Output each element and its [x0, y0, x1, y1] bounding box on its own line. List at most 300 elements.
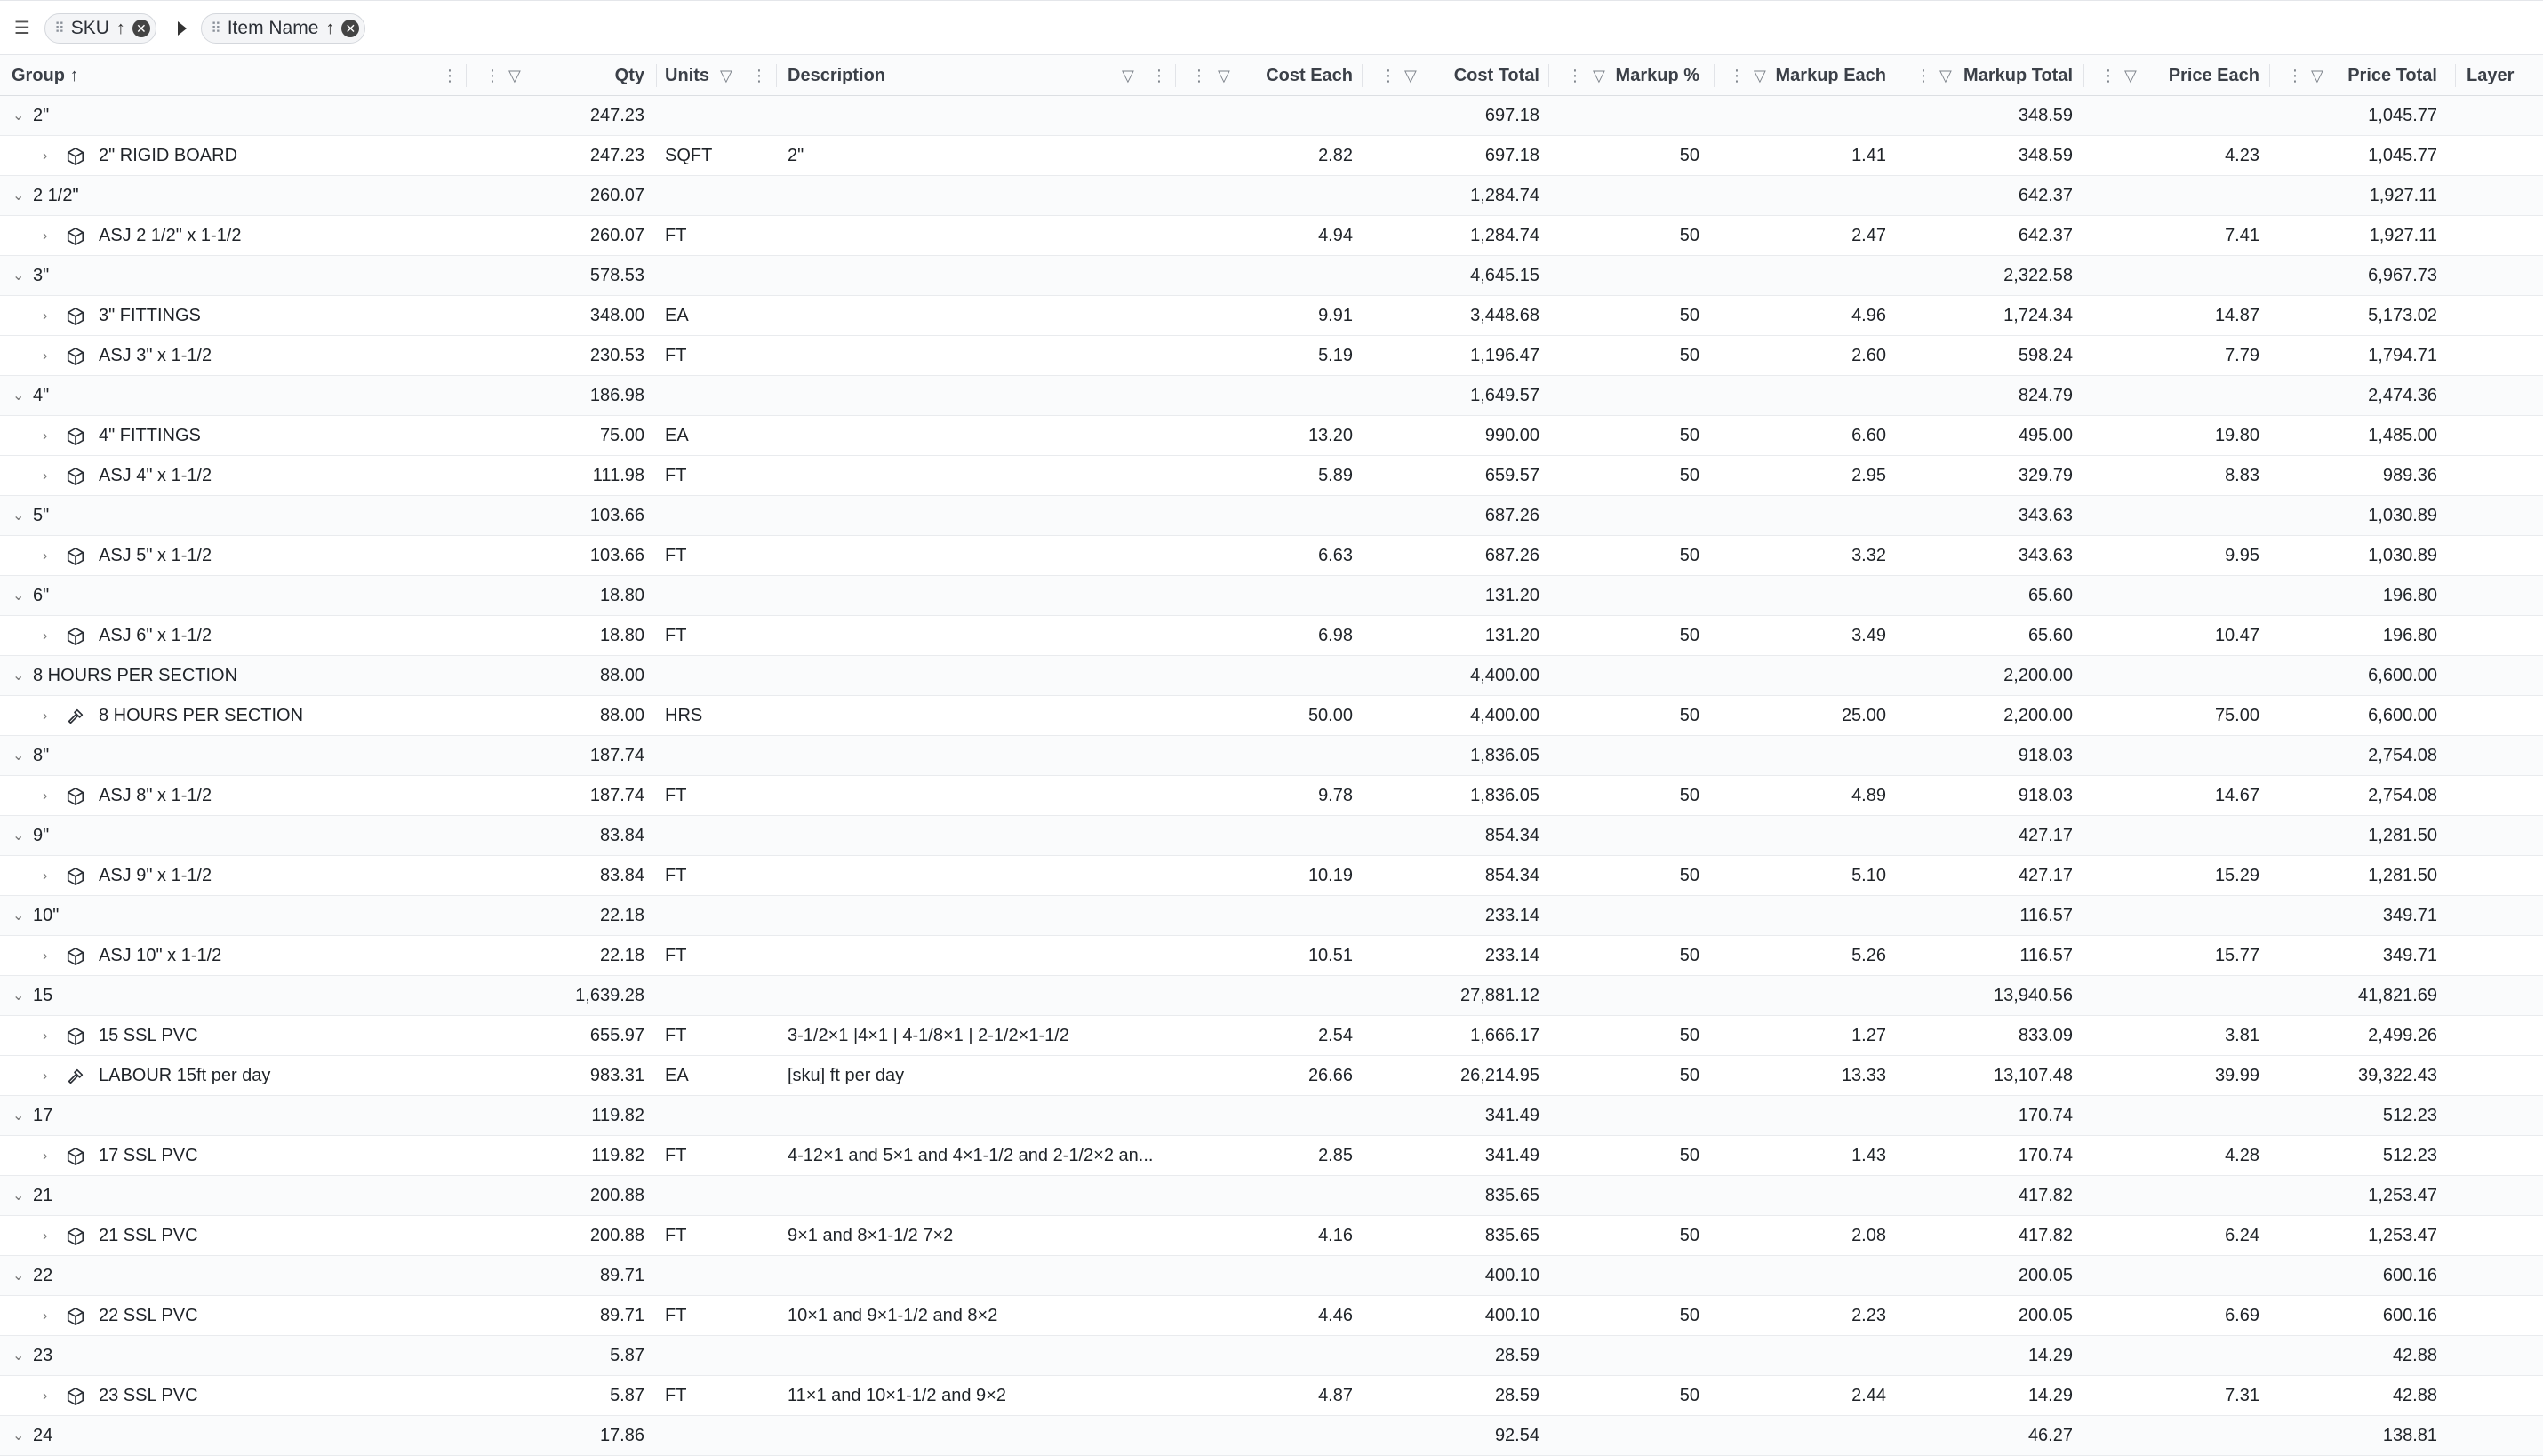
cell-price-each: 7.31 [2225, 1386, 2259, 1405]
cell-cost-each: 2.54 [1318, 1026, 1353, 1045]
cell-description: 4-12×1 and 5×1 and 4×1-1/2 and 2-1/2×2 an... [788, 1146, 1154, 1165]
column-menu-icon[interactable]: ⋮ [1151, 67, 1167, 84]
cell-cost-total: 400.10 [1484, 1306, 1539, 1325]
col-header-markup-each[interactable]: Markup Each [1775, 66, 1886, 85]
cell-qty: 83.84 [599, 866, 644, 885]
chevron-down-icon[interactable]: ⌄ [12, 988, 25, 1004]
chevron-down-icon[interactable]: ⌄ [12, 668, 25, 684]
chevron-right-icon[interactable]: › [43, 628, 48, 644]
group-chip-item-name[interactable] [201, 13, 365, 44]
item-name: ASJ 4" x 1-1/2 [99, 466, 212, 485]
group-name: 6" [33, 586, 50, 605]
cell-price-total: 1,485.00 [2368, 426, 2437, 445]
item-row[interactable] [0, 1056, 2543, 1096]
filter-icon[interactable]: ▽ [508, 67, 521, 84]
cell-markup-total: 343.63 [2018, 546, 2073, 565]
box-icon [66, 1147, 85, 1166]
item-row[interactable] [0, 136, 2543, 176]
chevron-right-icon[interactable]: › [43, 428, 48, 444]
column-menu-icon[interactable]: ⋮ [1567, 67, 1583, 84]
group-name: 5" [33, 506, 50, 525]
item-row[interactable] [0, 296, 2543, 336]
cell-description [788, 216, 1170, 256]
cell-markup-pct: 50 [1679, 1386, 1699, 1405]
item-name: LABOUR 15ft per day [99, 1066, 271, 1085]
group-name: 9" [33, 826, 50, 845]
cell-qty: 22.18 [599, 946, 644, 965]
group-name: 8 HOURS PER SECTION [33, 666, 238, 685]
grouping-toolbar [0, 0, 2543, 55]
cell-cost-total: 1,196.47 [1470, 346, 1539, 365]
cell-markup-pct: 50 [1679, 306, 1699, 325]
chevron-right-icon[interactable]: › [43, 1068, 48, 1084]
item-name: 15 SSL PVC [99, 1026, 198, 1045]
cell-cost-total: 835.65 [1484, 1226, 1539, 1245]
chevron-right-icon[interactable]: › [43, 1228, 48, 1244]
cell-cost-total: 659.57 [1484, 466, 1539, 485]
group-row[interactable] [0, 816, 2543, 856]
group-name: 21 [33, 1186, 53, 1205]
remove-chip-icon[interactable]: ✕ [341, 20, 359, 37]
chevron-down-icon[interactable]: ⌄ [12, 1188, 25, 1204]
cell-cost-each: 4.16 [1318, 1226, 1353, 1245]
cell-cost-total: 4,400.00 [1470, 706, 1539, 725]
cell-price-total: 1,927.11 [2369, 226, 2437, 245]
sort-asc-icon[interactable]: ↑ [69, 66, 79, 85]
group-row[interactable] [0, 896, 2543, 936]
cell-qty: 247.23 [589, 106, 644, 125]
group-row[interactable] [0, 1096, 2543, 1136]
item-row[interactable] [0, 416, 2543, 456]
cell-qty: 348.00 [589, 306, 644, 325]
cell-cost-total: 835.65 [1484, 1186, 1539, 1205]
cell-cost-each: 6.63 [1318, 546, 1353, 565]
chevron-right-icon[interactable]: › [43, 1308, 48, 1324]
cell-markup-pct: 50 [1679, 466, 1699, 485]
cell-cost-total: 26,214.95 [1460, 1066, 1539, 1085]
cell-cost-total: 400.10 [1484, 1266, 1539, 1285]
cell-price-each: 8.83 [2225, 466, 2259, 485]
cell-units: SQFT [665, 146, 713, 165]
cell-cost-each: 26.66 [1307, 1066, 1353, 1085]
box-icon [66, 1027, 85, 1046]
cell-qty: 5.87 [610, 1346, 644, 1365]
cell-price-total: 989.36 [2382, 466, 2437, 485]
col-header-qty[interactable]: Qty [614, 66, 644, 85]
column-menu-icon[interactable]: ⋮ [2287, 67, 2303, 84]
cell-markup-each: 1.41 [1851, 146, 1886, 165]
group-name: 2" [33, 106, 50, 125]
col-header-price-total[interactable]: Price Total [2347, 66, 2437, 85]
column-divider[interactable] [1175, 64, 1176, 87]
group-name: 10" [33, 906, 60, 925]
cell-units: EA [665, 426, 689, 445]
col-header-cost-total[interactable]: Cost Total [1453, 66, 1539, 85]
cell-qty: 578.53 [589, 266, 644, 285]
item-row[interactable] [0, 1296, 2543, 1336]
cell-markup-each: 3.32 [1851, 546, 1886, 565]
cell-price-total: 39,322.43 [2358, 1066, 2437, 1085]
column-menu-icon[interactable]: ⋮ [484, 67, 500, 84]
cell-qty: 5.87 [610, 1386, 644, 1405]
cell-cost-each: 4.46 [1318, 1306, 1353, 1325]
col-header-group[interactable]: Group ↑ [12, 66, 79, 85]
cell-markup-total: 348.59 [2018, 106, 2073, 125]
col-header-price-each[interactable]: Price Each [2168, 66, 2259, 85]
column-divider[interactable] [2083, 64, 2084, 87]
group-row[interactable] [0, 176, 2543, 216]
item-row[interactable] [0, 1016, 2543, 1056]
item-row[interactable] [0, 536, 2543, 576]
item-name: 23 SSL PVC [99, 1386, 198, 1405]
cell-cost-each: 50.00 [1307, 706, 1353, 725]
cell-markup-each: 1.43 [1851, 1146, 1886, 1165]
cell-markup-each: 2.08 [1851, 1226, 1886, 1245]
cell-price-total: 196.80 [2382, 586, 2437, 605]
cell-cost-total: 687.26 [1484, 546, 1539, 565]
cell-units: FT [665, 786, 687, 805]
cell-markup-pct: 50 [1679, 426, 1699, 445]
item-name: ASJ 9" x 1-1/2 [99, 866, 212, 885]
cell-price-total: 349.71 [2382, 946, 2437, 965]
item-row[interactable] [0, 1376, 2543, 1416]
column-menu-icon[interactable]: ⋮ [1380, 67, 1396, 84]
grip-icon: ⠿ [54, 21, 64, 36]
chevron-right-icon[interactable]: › [43, 228, 48, 244]
group-name: 3" [33, 266, 50, 285]
cell-markup-total: 2,200.00 [2003, 706, 2073, 725]
cell-markup-pct: 50 [1679, 1306, 1699, 1325]
cell-price-total: 1,030.89 [2368, 506, 2437, 525]
column-menu-icon[interactable]: ⋮ [1915, 67, 1931, 84]
cell-cost-total: 341.49 [1484, 1106, 1539, 1125]
cell-markup-total: 417.82 [2018, 1186, 2073, 1205]
col-header-description[interactable]: Description [788, 66, 886, 85]
chevron-down-icon[interactable]: ⌄ [12, 1428, 25, 1444]
column-divider[interactable] [656, 64, 657, 87]
group-name: 22 [33, 1266, 53, 1285]
column-menu-icon[interactable]: ⋮ [442, 67, 458, 84]
cell-qty: 89.71 [599, 1266, 644, 1285]
cell-markup-total: 348.59 [2018, 146, 2073, 165]
group-row[interactable] [0, 1336, 2543, 1376]
cell-qty: 983.31 [589, 1066, 644, 1085]
cell-price-each: 15.77 [2214, 946, 2259, 965]
group-name: 23 [33, 1346, 53, 1365]
cell-qty: 119.82 [591, 1146, 644, 1165]
cell-cost-total: 697.18 [1484, 146, 1539, 165]
cell-qty: 187.74 [589, 786, 644, 805]
item-name: 4" FITTINGS [99, 426, 201, 445]
cell-description [788, 856, 1170, 896]
cell-price-total: 2,754.08 [2368, 786, 2437, 805]
cell-cost-total: 341.49 [1484, 1146, 1539, 1165]
filter-icon[interactable]: ▽ [2124, 67, 2137, 84]
item-row[interactable] [0, 336, 2543, 376]
cell-price-total: 6,600.00 [2368, 706, 2437, 725]
item-row[interactable] [0, 456, 2543, 496]
group-row[interactable] [0, 1176, 2543, 1216]
cell-markup-total: 427.17 [2018, 826, 2073, 845]
chevron-down-icon[interactable]: ⌄ [12, 268, 25, 284]
filter-icon[interactable]: ▽ [1939, 67, 1952, 84]
column-divider[interactable] [776, 64, 777, 87]
group-name: 8" [33, 746, 50, 765]
cell-markup-total: 2,200.00 [2003, 666, 2073, 685]
item-row[interactable] [0, 776, 2543, 816]
cell-markup-total: 14.29 [2027, 1386, 2073, 1405]
cell-qty: 103.66 [589, 546, 644, 565]
group-row[interactable] [0, 736, 2543, 776]
cell-price-total: 1,927.11 [2369, 186, 2437, 205]
item-name: ASJ 10" x 1-1/2 [99, 946, 222, 965]
cell-price-total: 42.88 [2392, 1346, 2437, 1365]
chevron-down-icon[interactable]: ⌄ [12, 508, 25, 524]
item-row[interactable] [0, 936, 2543, 976]
cell-markup-each: 2.60 [1851, 346, 1886, 365]
group-row[interactable] [0, 1416, 2543, 1456]
cell-markup-total: 343.63 [2018, 506, 2073, 525]
cell-markup-total: 65.60 [2027, 626, 2073, 645]
cell-price-total: 5,173.02 [2368, 306, 2437, 325]
cell-qty: 111.98 [592, 466, 644, 485]
cell-cost-total: 1,836.05 [1470, 746, 1539, 765]
cell-description [788, 776, 1170, 816]
cell-qty: 83.84 [599, 826, 644, 845]
cell-markup-each: 2.23 [1851, 1306, 1886, 1325]
sort-asc-icon[interactable]: ↑ [325, 18, 335, 38]
filter-icon[interactable]: ▽ [1754, 67, 1766, 84]
cell-units: EA [665, 306, 689, 325]
cell-markup-pct: 50 [1679, 626, 1699, 645]
cell-price-each: 14.67 [2214, 786, 2259, 805]
cell-markup-total: 1,724.34 [2003, 306, 2073, 325]
group-row[interactable] [0, 256, 2543, 296]
group-row[interactable] [0, 1256, 2543, 1296]
group-row[interactable] [0, 576, 2543, 616]
cell-price-total: 2,499.26 [2368, 1026, 2437, 1045]
cell-price-total: 1,794.71 [2368, 346, 2437, 365]
chevron-right-icon[interactable]: › [43, 868, 48, 884]
cell-markup-total: 824.79 [2018, 386, 2073, 405]
filter-icon[interactable]: ▽ [1218, 67, 1230, 84]
hammer-icon [66, 707, 85, 726]
cell-cost-total: 233.14 [1484, 906, 1539, 925]
cell-cost-total: 4,645.15 [1470, 266, 1539, 285]
chevron-down-icon[interactable]: ⌄ [12, 388, 25, 404]
cell-cost-total: 1,836.05 [1470, 786, 1539, 805]
group-row[interactable] [0, 376, 2543, 416]
col-header-layer[interactable]: Layer [2467, 66, 2515, 85]
column-divider[interactable] [2269, 64, 2270, 87]
cell-description [788, 616, 1170, 656]
group-row[interactable] [0, 496, 2543, 536]
cell-cost-total: 990.00 [1484, 426, 1539, 445]
column-menu-icon[interactable]: ⋮ [1729, 67, 1745, 84]
chevron-down-icon[interactable]: ⌄ [12, 908, 25, 924]
chevron-right-icon [178, 21, 187, 36]
cell-markup-total: 918.03 [2018, 786, 2073, 805]
chevron-right-icon[interactable]: › [43, 1028, 48, 1044]
cell-price-each: 4.23 [2225, 146, 2259, 165]
cell-units: FT [665, 626, 687, 645]
cell-markup-total: 427.17 [2018, 866, 2073, 885]
cell-price-each: 7.41 [2225, 226, 2259, 245]
cell-markup-total: 642.37 [2018, 226, 2073, 245]
chevron-right-icon[interactable]: › [43, 1388, 48, 1404]
item-row[interactable] [0, 856, 2543, 896]
cell-markup-pct: 50 [1679, 226, 1699, 245]
cell-price-each: 9.95 [2225, 546, 2259, 565]
column-divider[interactable] [1362, 64, 1363, 87]
cell-cost-each: 9.78 [1318, 786, 1353, 805]
cell-price-total: 42.88 [2392, 1386, 2437, 1405]
item-row[interactable] [0, 696, 2543, 736]
group-name: 24 [33, 1426, 53, 1445]
chip-label: Item Name [227, 18, 319, 38]
cell-cost-total: 233.14 [1484, 946, 1539, 965]
cell-markup-each: 3.49 [1851, 626, 1886, 645]
filter-icon[interactable]: ▽ [1404, 67, 1417, 84]
cell-cost-total: 4,400.00 [1470, 666, 1539, 685]
filter-icon[interactable]: ▽ [2311, 67, 2323, 84]
cell-markup-each: 4.96 [1851, 306, 1886, 325]
cell-price-each: 7.79 [2225, 346, 2259, 365]
chevron-down-icon[interactable]: ⌄ [12, 828, 25, 844]
item-row[interactable] [0, 1136, 2543, 1176]
cell-qty: 119.82 [591, 1106, 644, 1125]
chevron-down-icon[interactable]: ⌄ [12, 108, 25, 124]
cell-qty: 75.00 [599, 426, 644, 445]
cell-markup-total: 642.37 [2018, 186, 2073, 205]
item-name: ASJ 6" x 1-1/2 [99, 626, 212, 645]
chevron-right-icon[interactable]: › [43, 788, 48, 804]
cell-qty: 655.97 [589, 1026, 644, 1045]
group-row[interactable] [0, 656, 2543, 696]
group-row[interactable] [0, 976, 2543, 1016]
item-row[interactable] [0, 216, 2543, 256]
item-name: ASJ 8" x 1-1/2 [99, 786, 212, 805]
cell-markup-total: 170.74 [2018, 1106, 2073, 1125]
cell-description [788, 536, 1170, 576]
chevron-down-icon[interactable]: ⌄ [12, 588, 25, 604]
cell-description [788, 456, 1170, 496]
cell-price-total: 1,030.89 [2368, 546, 2437, 565]
col-header-cost-each[interactable]: Cost Each [1266, 66, 1353, 85]
filter-icon[interactable]: ▽ [1122, 67, 1134, 84]
cell-markup-pct: 50 [1679, 1066, 1699, 1085]
column-divider[interactable] [1548, 64, 1549, 87]
column-divider[interactable] [1714, 64, 1715, 87]
cell-cost-each: 9.91 [1318, 306, 1353, 325]
cell-description: 10×1 and 9×1-1/2 and 8×2 [788, 1306, 998, 1325]
cell-units: FT [665, 226, 687, 245]
cell-cost-total: 854.34 [1484, 866, 1539, 885]
chevron-right-icon[interactable]: › [43, 948, 48, 964]
cell-units: HRS [665, 706, 703, 725]
cell-markup-each: 1.27 [1851, 1026, 1886, 1045]
box-icon [66, 547, 85, 566]
chevron-right-icon[interactable]: › [43, 308, 48, 324]
cell-cost-each: 10.51 [1307, 946, 1353, 965]
chevron-right-icon[interactable]: › [43, 348, 48, 364]
chevron-right-icon[interactable]: › [43, 1148, 48, 1164]
cell-markup-total: 200.05 [2018, 1266, 2073, 1285]
cell-markup-total: 170.74 [2018, 1146, 2073, 1165]
filter-icon[interactable]: ▽ [720, 67, 732, 84]
cell-price-total: 6,967.73 [2368, 266, 2437, 285]
col-header-markup-total[interactable]: Markup Total [1963, 66, 2073, 85]
chevron-right-icon[interactable]: › [43, 548, 48, 564]
cell-price-total: 1,281.50 [2368, 826, 2437, 845]
cell-qty: 200.88 [589, 1186, 644, 1205]
cell-markup-pct: 50 [1679, 706, 1699, 725]
cell-markup-total: 417.82 [2018, 1226, 2073, 1245]
item-name: ASJ 2 1/2" x 1-1/2 [99, 226, 242, 245]
col-header-markup-pct[interactable]: Markup % [1615, 66, 1699, 85]
box-icon [66, 867, 85, 886]
item-row[interactable] [0, 1216, 2543, 1256]
chevron-down-icon[interactable]: ⌄ [12, 188, 25, 204]
cell-description: 9×1 and 8×1-1/2 7×2 [788, 1226, 954, 1245]
chevron-right-icon[interactable]: › [43, 148, 48, 164]
col-header-units[interactable]: Units [665, 66, 709, 85]
chevron-down-icon[interactable]: ⌄ [12, 748, 25, 764]
group-name: 2 1/2" [33, 186, 79, 205]
remove-chip-icon[interactable]: ✕ [132, 20, 150, 37]
cell-markup-pct: 50 [1679, 1026, 1699, 1045]
box-icon [66, 147, 85, 166]
cell-qty: 18.80 [599, 626, 644, 645]
chevron-right-icon[interactable]: › [43, 468, 48, 484]
cell-cost-each: 13.20 [1307, 426, 1353, 445]
cell-price-each: 14.87 [2214, 306, 2259, 325]
cell-qty: 1,639.28 [575, 986, 644, 1005]
cell-units: FT [665, 1226, 687, 1245]
item-row[interactable] [0, 616, 2543, 656]
cell-qty: 247.23 [589, 146, 644, 165]
cell-description [788, 936, 1170, 976]
cell-markup-pct: 50 [1679, 946, 1699, 965]
cell-cost-total: 687.26 [1484, 506, 1539, 525]
chevron-down-icon[interactable]: ⌄ [12, 1348, 25, 1364]
list-icon[interactable]: ☰ [14, 19, 30, 38]
cell-price-each: 15.29 [2214, 866, 2259, 885]
box-icon [66, 1387, 85, 1406]
column-divider[interactable] [2455, 64, 2456, 87]
cell-cost-each: 6.98 [1318, 626, 1353, 645]
chevron-down-icon[interactable]: ⌄ [12, 1108, 25, 1124]
column-divider[interactable] [466, 64, 467, 87]
cell-price-total: 349.71 [2382, 906, 2437, 925]
chevron-down-icon[interactable]: ⌄ [12, 1268, 25, 1284]
group-chip-sku[interactable] [44, 13, 156, 44]
chevron-right-icon[interactable]: › [43, 708, 48, 724]
sort-asc-icon[interactable]: ↑ [116, 18, 125, 38]
group-row[interactable] [0, 96, 2543, 136]
column-menu-icon[interactable]: ⋮ [2100, 67, 2116, 84]
cell-qty: 89.71 [599, 1306, 644, 1325]
cell-markup-each: 5.26 [1851, 946, 1886, 965]
filter-icon[interactable]: ▽ [1593, 67, 1605, 84]
cell-units: FT [665, 346, 687, 365]
cell-markup-total: 329.79 [2018, 466, 2073, 485]
column-menu-icon[interactable]: ⋮ [751, 67, 767, 84]
column-menu-icon[interactable]: ⋮ [1191, 67, 1207, 84]
cell-qty: 18.80 [599, 586, 644, 605]
table-header [0, 55, 2543, 96]
cell-units: FT [665, 466, 687, 485]
